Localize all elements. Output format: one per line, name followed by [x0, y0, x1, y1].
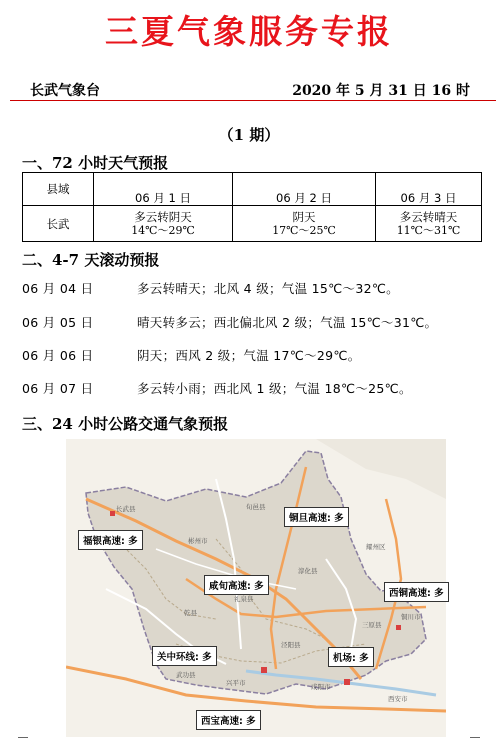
city-marker	[110, 511, 115, 516]
section-traffic-heading: 三、24 小时公路交通气象预报	[22, 415, 229, 433]
day1-date-cell	[94, 173, 233, 206]
place-name: 泾阳县	[281, 642, 301, 649]
place-name: 西安市	[388, 696, 408, 703]
traffic-label-fuyin: 福银高速: 多	[78, 530, 143, 550]
city-marker	[261, 667, 267, 673]
section-72h-heading: 一、72 小时天气预报	[22, 154, 169, 172]
day2-weather: 阴天	[292, 209, 316, 224]
rolling-row	[22, 313, 437, 331]
rolling-date: 06 月 07 日	[22, 381, 94, 396]
day2-date: 06 月 2 日	[276, 191, 332, 205]
day3-weather: 多云转晴天	[399, 209, 458, 224]
rolling-text: 晴天转多云；西北偏北风 2 级；气温 15℃～31℃。	[137, 315, 438, 330]
place-name: 礼泉县	[234, 596, 254, 603]
day3-forecast	[376, 206, 482, 242]
traffic-map	[66, 439, 446, 737]
traffic-label-guanzhong-ring: 关中环线: 多	[152, 646, 217, 666]
place-name: 旬邑县	[246, 504, 266, 511]
day1-date: 06 月 1 日	[135, 191, 191, 205]
place-name: 铜川市	[401, 614, 421, 621]
page-edge-mark	[18, 737, 28, 738]
issuing-org: 长武气象台	[30, 83, 100, 99]
city-marker	[344, 679, 350, 685]
day2-date-cell	[233, 173, 376, 206]
header-rule	[10, 100, 496, 101]
day3-date-cell	[376, 173, 482, 206]
place-name: 武功县	[176, 672, 196, 679]
day3-date: 06 月 3 日	[400, 191, 457, 205]
place-name: 三原县	[362, 622, 382, 629]
place-name: 彬州市	[188, 538, 208, 545]
rolling-date: 06 月 06 日	[22, 348, 94, 363]
day2-temp: 17℃～25℃	[272, 223, 336, 237]
rolling-row	[22, 279, 399, 297]
day3-temp: 11℃～31℃	[396, 223, 461, 237]
section-rolling-heading: 二、4-7 天滚动预报	[22, 251, 160, 269]
issue-number: （1 期）	[218, 126, 280, 144]
traffic-label-xitong: 西铜高速: 多	[384, 582, 449, 602]
day1-temp: 14℃～29℃	[131, 223, 195, 237]
report-title: 三夏气象服务专报	[105, 12, 393, 51]
rolling-text: 阴天；西风 2 级；气温 17℃～29℃。	[137, 348, 361, 363]
page-edge-mark	[470, 737, 480, 738]
day2-forecast	[233, 206, 376, 242]
forecast-72h-table	[22, 172, 482, 242]
place-name: 耀州区	[366, 544, 386, 551]
place-name: 兴平市	[226, 680, 246, 687]
day1-forecast	[94, 206, 233, 242]
traffic-label-tongxu: 铜旦高速: 多	[284, 507, 349, 527]
day1-weather: 多云转阴天	[134, 209, 192, 224]
rolling-text: 多云转晴天；北风 4 级；气温 15℃～32℃。	[137, 281, 399, 296]
issue-datetime: 2020 年 5 月 31 日 16 时	[292, 83, 470, 99]
rolling-row	[22, 379, 412, 397]
traffic-label-xibao: 西宝高速: 多	[196, 710, 261, 730]
rolling-text: 多云转小雨；西北风 1 级；气温 18℃～25℃。	[137, 381, 412, 396]
place-name: 淳化县	[298, 568, 318, 575]
rolling-row	[22, 346, 361, 364]
rolling-date: 06 月 05 日	[22, 315, 94, 330]
city-marker	[396, 625, 401, 630]
col-header-county: 县域	[23, 173, 94, 206]
traffic-label-airport: 机场: 多	[328, 647, 374, 667]
traffic-label-xianxun: 咸旬高速: 多	[204, 575, 269, 595]
place-name: 长武县	[116, 506, 136, 513]
rolling-date: 06 月 04 日	[22, 281, 94, 296]
place-name: 咸阳市	[311, 684, 331, 691]
county-name: 长武	[23, 206, 94, 242]
place-name: 乾县	[184, 610, 197, 617]
